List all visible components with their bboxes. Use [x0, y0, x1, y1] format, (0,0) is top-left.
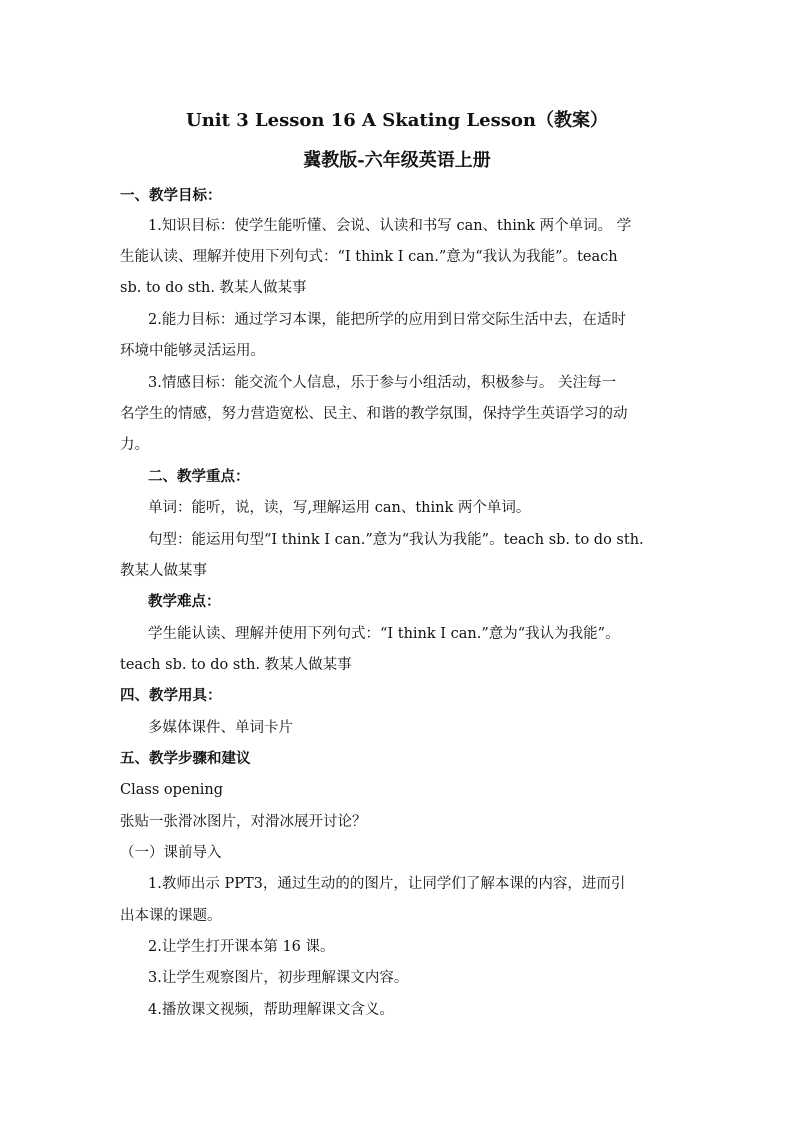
paragraph-line: 1.知识目标：使学生能听懂、会说、认读和书写 can、think 两个单词。 学	[148, 218, 632, 234]
paragraph-line: sb. to do sth. 教某人做某事	[120, 280, 307, 296]
paragraph-line: 力。	[120, 437, 149, 453]
paragraph-line: 名学生的情感，努力营造宽松、民主、和谐的教学氛围，保持学生英语学习的动	[120, 406, 628, 422]
paragraph-line: 环境中能够灵活运用。	[120, 343, 265, 359]
paragraph-line: 多媒体课件、单词卡片	[148, 720, 293, 736]
paragraph-line: 出本课的课题。	[120, 908, 222, 924]
paragraph-line: 2.能力目标：通过学习本课，能把所学的应用到日常交际生活中去，在适时	[148, 312, 626, 328]
paragraph-line: 教某人做某事	[120, 563, 207, 579]
paragraph-line: （一）课前导入	[120, 845, 222, 861]
paragraph-line: 句型：能运用句型“I think I can.”意为“我认为我能”。teach sb. to do sth.	[148, 532, 644, 548]
paragraph-line: 1.教师出示 PPT3，通过生动的的图片，让同学们了解本课的内容，进而引	[148, 876, 626, 892]
paragraph-line: Class opening	[120, 782, 224, 798]
paragraph-line: 2.让学生打开课本第 16 课。	[148, 939, 335, 955]
section-heading-key-points: 二、教学重点：	[148, 468, 250, 485]
section-heading-difficulties: 教学难点：	[148, 593, 221, 610]
paragraph-line: 单词：能听，说，读，写,理解运用 can、think 两个单词。	[148, 500, 531, 516]
paragraph-line: teach sb. to do sth. 教某人做某事	[120, 657, 352, 673]
paragraph-line: 生能认读、理解并使用下列句式：“I think I can.”意为“我认为我能”。teach	[120, 249, 618, 265]
section-heading-teaching-aids: 四、教学用具：	[120, 687, 222, 704]
paragraph-line: 4.播放课文视频，帮助理解课文含义。	[148, 1002, 394, 1018]
section-heading-objectives: 一、教学目标：	[120, 187, 222, 204]
paragraph-line: 3.情感目标：能交流个人信息，乐于参与小组活动，积极参与。 关注每一	[148, 375, 616, 391]
paragraph-line: 张贴一张滑冰图片，对滑冰展开讨论？	[120, 814, 367, 830]
document-title: Unit 3 Lesson 16 A Skating Lesson（教案）	[186, 110, 608, 131]
paragraph-line: 学生能认读、理解并使用下列句式：“I think I can.”意为“我认为我能”。	[148, 626, 620, 642]
document-subtitle: 冀教版-六年级英语上册	[303, 150, 491, 171]
paragraph-line: 3.让学生观察图片，初步理解课文内容。	[148, 970, 409, 986]
section-heading-steps: 五、教学步骤和建议	[120, 750, 251, 767]
